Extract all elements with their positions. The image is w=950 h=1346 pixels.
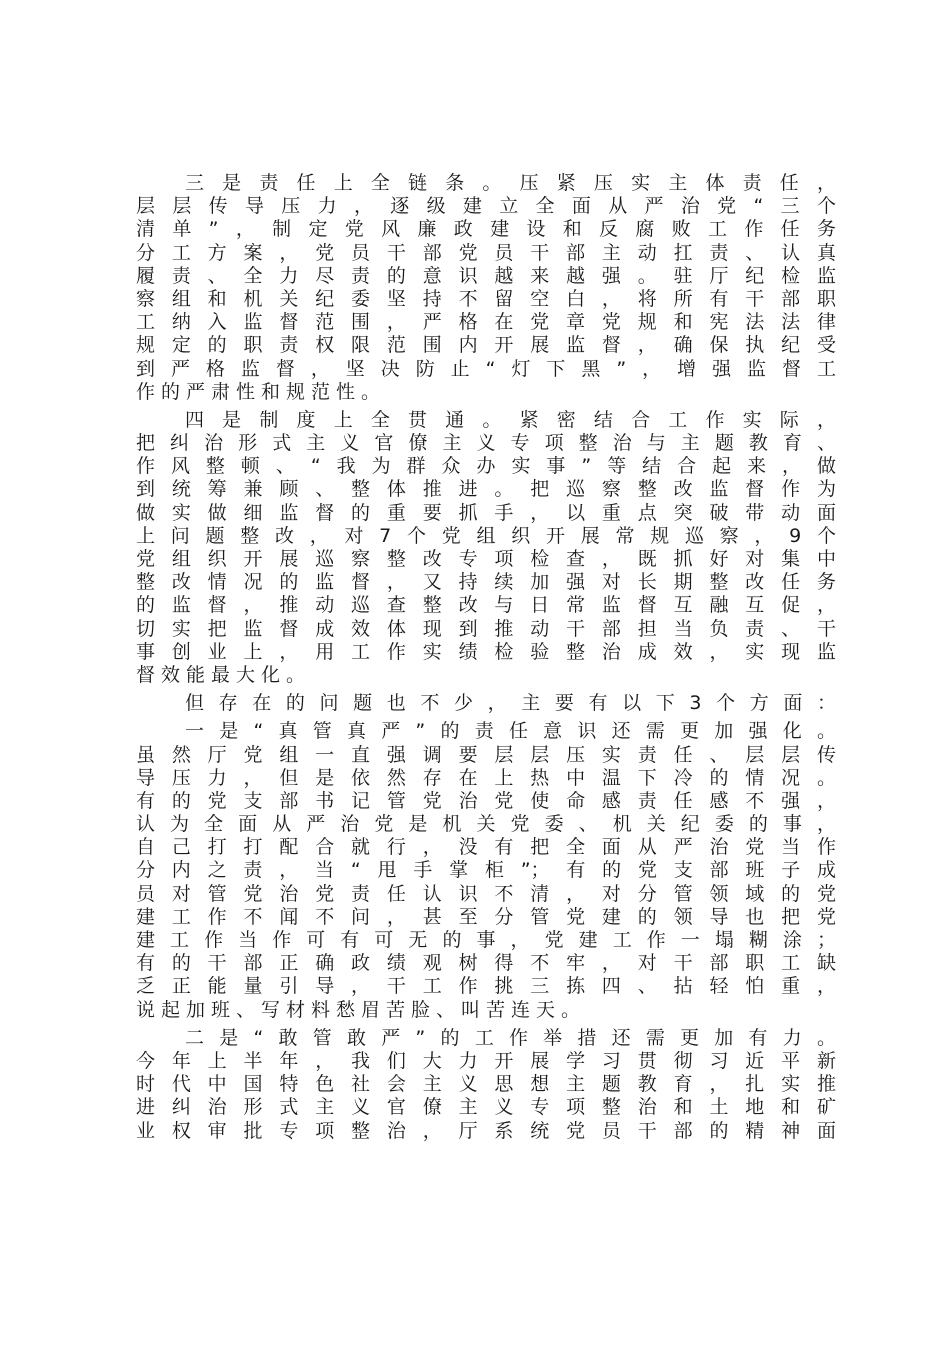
text-line: 党组织开展巡察整改专项检查，既抓好对集中: [136, 548, 836, 570]
text-line: 履责、全力尽责的意识越来越强。驻厅纪检监: [136, 264, 836, 287]
text-line: 说起加班、写材料愁眉苦脸、叫苦连天。: [136, 998, 587, 1021]
text-line: 虽然厅党组一直强调要层层压实责任、层层传: [136, 743, 836, 766]
text-line: 督效能最大化。: [136, 663, 312, 686]
text-line: 今年上半年，我们大力开展学习贯彻习近平新: [136, 1049, 836, 1072]
text-line: 业权审批专项整治，厅系统党员干部的精神面: [136, 1119, 836, 1142]
text-line: 到统筹兼顾、整体推进。把巡察整改监督作为: [136, 478, 836, 501]
text-line: 建工作不闻不问，甚至分管党建的领导也把党: [136, 905, 836, 928]
text-line: 自己打打配合就行，没有把全面从严治党当作: [136, 836, 836, 859]
text-line: 分工方案，党员干部党员干部主动扛责、认真: [136, 241, 836, 264]
text-line: 四是制度上全贯通。紧密结合工作实际，: [185, 408, 836, 431]
text-line: 整改情况的监督，又持续加强对长期整改任务: [136, 571, 836, 594]
text-line: 有的干部正确政绩观树得不牢，对干部职工缺: [136, 952, 836, 975]
text-line: 进纠治形式主义官僚主义专项整治和土地和矿: [136, 1096, 836, 1119]
text-line: 员对管党治党责任认识不清，对分管领域的党: [136, 882, 836, 905]
text-line: 导压力，但是依然存在上热中温下冷的情况。: [136, 766, 836, 789]
text-line: 做实做细监督的重要抓手，以重点突破带动面: [136, 501, 836, 524]
text-line: 察组和机关纪委坚持不留空白，将所有干部职: [136, 287, 836, 310]
paragraph-system-throughout: [136, 409, 836, 687]
text-line: 规定的职责权限范围内开展监督，确保执纪受: [136, 334, 836, 357]
text-line: 事创业上，用工作实绩检验整治成效，实现监: [136, 640, 836, 663]
text-line: 层层传导压力，逐级建立全面从严治党“三个: [136, 195, 836, 218]
text-line: 乏正能量引导，干工作挑三拣四、拈轻怕重，: [136, 975, 836, 998]
text-line: 工纳入监督范围，严格在党章党规和宪法法律: [136, 311, 836, 334]
paragraph-problem-one: [136, 720, 836, 1021]
text-line: 分内之责，当“甩手掌柜”；有的党支部班子成: [136, 859, 836, 882]
paragraph-problem-two: [136, 1027, 836, 1143]
paragraph-responsibility-chain: [136, 172, 836, 404]
text-line: 作风整顿、“我为群众办实事”等结合起来，做: [136, 455, 836, 478]
text-line: 清单”，制定党风廉政建设和反腐败工作任务: [136, 218, 836, 241]
text-line: 把纠治形式主义官僚主义专项整治与主题教育、: [136, 432, 836, 455]
text-line: 三是责任上全链条。压紧压实主体责任，: [185, 172, 836, 194]
text-line: 建工作当作可有可无的事，党建工作一塌糊涂；: [136, 929, 836, 951]
document-body: [136, 172, 836, 1148]
text-line: 切实把监督成效体现到推动干部担当负责、干: [136, 617, 836, 640]
text-line: 一是“真管真严”的责任意识还需更加强化。: [185, 720, 836, 743]
text-line: 到严格监督，坚决防止“灯下黑”，增强监督工: [136, 357, 836, 380]
text-line: 上问题整改，对7个党组织开展常规巡察，9个: [136, 524, 836, 547]
text-line: 时代中国特色社会主义思想主题教育，扎实推: [136, 1073, 836, 1096]
paragraph-problems-intro: [136, 692, 836, 715]
text-line: 二是“敢管敢严”的工作举措还需更加有力。: [185, 1026, 836, 1049]
text-line: 认为全面从严治党是机关党委、机关纪委的事，: [136, 813, 836, 836]
text-line: 有的党支部书记管党治党使命感责任感不强，: [136, 789, 836, 812]
text-line: 作的严肃性和规范性。: [136, 380, 387, 403]
text-line: 的监督，推动巡查整改与日常监督互融互促，: [136, 594, 836, 617]
text-line: 但存在的问题也不少，主要有以下3个方面：: [185, 692, 836, 715]
